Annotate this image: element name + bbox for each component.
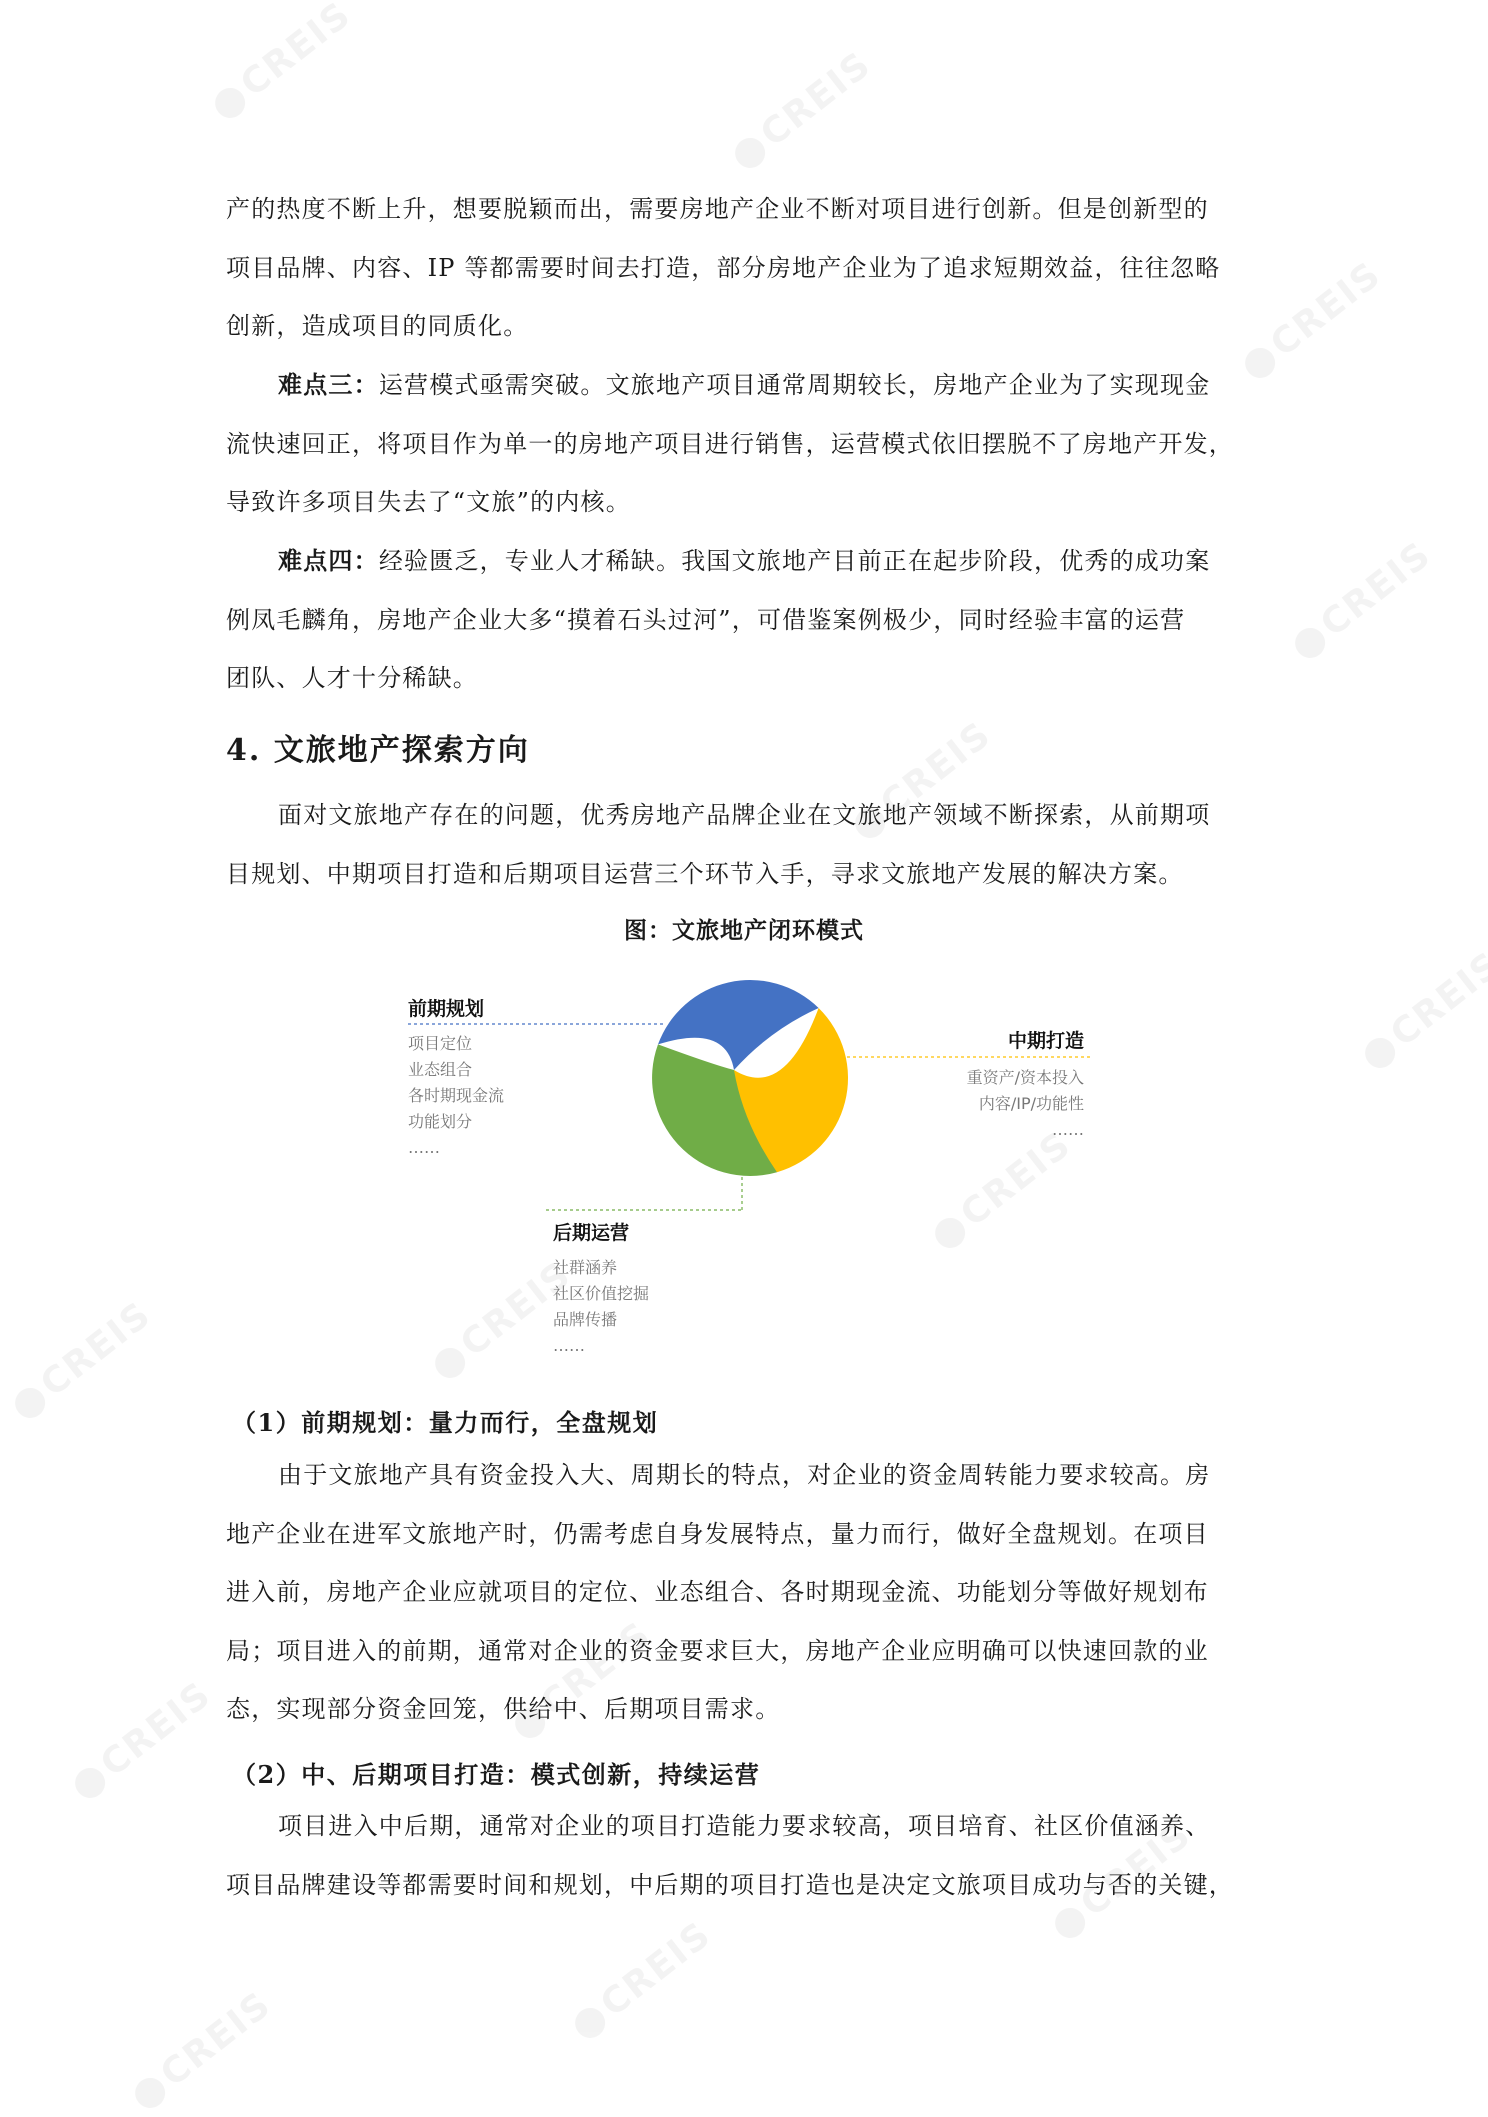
text-line: 团队、人才十分稀缺。 bbox=[226, 664, 478, 692]
text-line: 创新，造成项目的同质化。 bbox=[226, 312, 529, 340]
stage-title: 后期运营 bbox=[553, 1222, 630, 1244]
paragraph-mid-late-building bbox=[226, 1797, 1262, 1914]
subheading-early-planning: （1）前期规划：量力而行，全盘规划 bbox=[232, 1408, 659, 1437]
stage-item: 内容/IP/功能性 bbox=[978, 1094, 1084, 1113]
stage-item: 品牌传播 bbox=[553, 1310, 618, 1329]
text-line: 地产企业在进军文旅地产时，仍需考虑自身发展特点，量力而行，做好全盘规划。在项目 bbox=[226, 1519, 1209, 1548]
text-line: 进入前，房地产企业应就项目的定位、业态组合、各时期现金流、功能划分等做好规划布 bbox=[226, 1578, 1209, 1606]
paragraph-early-planning bbox=[226, 1446, 1262, 1739]
text-line: 例凤毛麟角，房地产企业大多“摸着石头过河”，可借鉴案例极少，同时经验丰富的运营 bbox=[226, 605, 1186, 634]
stage-item: …… bbox=[553, 1336, 585, 1355]
text-line: 局；项目进入的前期，通常对企业的资金要求巨大，房地产企业应明确可以快速回款的业 bbox=[226, 1636, 1209, 1665]
stage-item: …… bbox=[408, 1138, 440, 1157]
text-line: 面对文旅地产存在的问题，优秀房地产品牌企业在文旅地产领域不断探索，从前期项 bbox=[278, 801, 1211, 829]
text-line: 项目品牌、内容、IP 等都需要时间去打造，部分房地产企业为了追求短期效益，往往忽略 bbox=[226, 253, 1221, 282]
difficulty-label: 难点三： bbox=[278, 370, 379, 399]
stage-item: …… bbox=[1052, 1120, 1084, 1139]
stage-early-planning bbox=[408, 994, 504, 1161]
stage-item: 项目定位 bbox=[408, 1034, 473, 1053]
text-line: 态，实现部分资金回笼，供给中、后期项目需求。 bbox=[226, 1695, 781, 1723]
text-line: 难点四：经验匮乏，专业人才稀缺。我国文旅地产目前正在起步阶段，优秀的成功案 bbox=[278, 546, 1211, 575]
text-line: 流快速回正，将项目作为单一的房地产项目进行销售，运营模式依旧摆脱不了房地产开发， bbox=[226, 429, 1234, 458]
text-line: 项目品牌建设等都需要时间和规划，中后期的项目打造也是决定文旅项目成功与否的关键， bbox=[226, 1870, 1234, 1899]
stage-title: 中期打造 bbox=[1007, 1030, 1084, 1052]
stage-item: 功能划分 bbox=[408, 1112, 473, 1131]
stage-item: 各时期现金流 bbox=[408, 1086, 505, 1105]
stage-title: 前期规划 bbox=[408, 998, 485, 1020]
text-line: 导致许多项目失去了“文旅”的内核。 bbox=[226, 488, 631, 516]
text-line: 项目进入中后期，通常对企业的项目打造能力要求较高，项目培育、社区价值涵养、 bbox=[278, 1812, 1211, 1840]
text-line: 产的热度不断上升，想要脱颖而出，需要房地产企业不断对项目进行创新。但是创新型的 bbox=[226, 195, 1209, 223]
section-heading: 4. 文旅地产探索方向 bbox=[226, 733, 530, 768]
figure-title: 图：文旅地产闭环模式 bbox=[624, 917, 864, 944]
difficulty-label: 难点四： bbox=[278, 546, 379, 575]
stage-middle-building bbox=[880, 1026, 1084, 1143]
text-line: 由于文旅地产具有资金投入大、周期长的特点，对企业的资金周转能力要求较高。房 bbox=[278, 1461, 1211, 1489]
subheading-mid-late-building: （2）中、后期项目打造：模式创新，持续运营 bbox=[232, 1760, 761, 1789]
text-line: 难点三：运营模式亟需突破。文旅地产项目通常周期较长，房地产企业为了实现现金 bbox=[278, 370, 1211, 399]
stage-item: 业态组合 bbox=[408, 1060, 473, 1079]
stage-item: 社群涵养 bbox=[553, 1258, 618, 1277]
stage-item: 社区价值挖掘 bbox=[553, 1284, 650, 1303]
stage-late-operation bbox=[553, 1218, 649, 1359]
text-line: 目规划、中期项目打造和后期项目运营三个环节入手，寻求文旅地产发展的解决方案。 bbox=[226, 859, 1184, 888]
stage-item: 重资产/资本投入 bbox=[966, 1068, 1084, 1087]
